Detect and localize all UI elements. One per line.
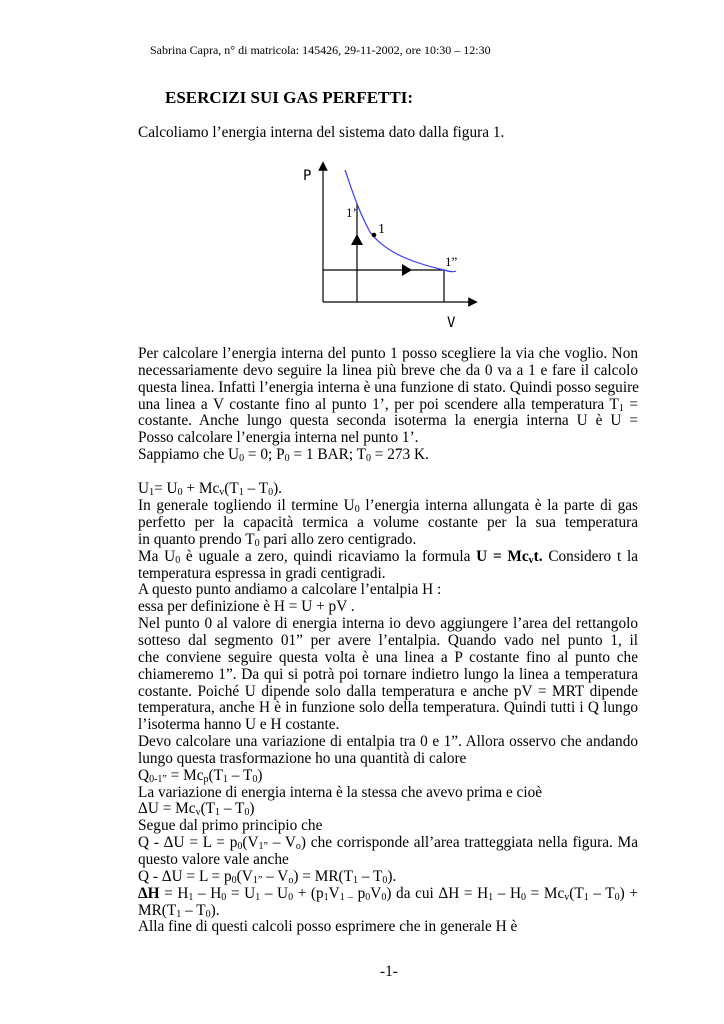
document-title: ESERCIZI SUI GAS PERFETTI:: [165, 88, 413, 107]
text-segment: – U: [260, 885, 289, 902]
text-segment: Q: [138, 766, 150, 784]
text-segment: 0-1”: [149, 773, 167, 785]
text-segment: 0: [205, 908, 211, 920]
text-segment: 1: [352, 874, 358, 886]
text-segment: + (p: [293, 885, 324, 902]
text-segment: costante. Poiché U dipende solo dalla temperatura e anche pV = MRT dipende: [138, 683, 638, 700]
text-segment: v: [219, 487, 225, 499]
text-segment: ) che corrisponde all’area tratteggiata nella figura. Ma: [300, 835, 638, 852]
text-segment: 0: [254, 537, 260, 549]
text-segment: 1 –: [339, 891, 354, 903]
text-segment: + Mc: [182, 480, 220, 498]
text-segment: ) da cui ΔH = H: [386, 885, 489, 902]
text-segment: ): [257, 766, 263, 784]
text-segment: Posso calcolare l’energia interna nel punto 1’.: [138, 429, 419, 447]
text-line: [138, 549, 638, 566]
text-segment: 0: [365, 453, 371, 465]
text-segment: = 1 BAR; T: [289, 446, 366, 464]
text-segment: – H: [193, 885, 222, 902]
text-segment: 0: [354, 504, 360, 516]
text-segment: sotteso dal segmento 01” per avere l’entalpia. Quando vado nel punto 1, il: [138, 633, 638, 649]
label-1-second: 1”: [445, 254, 458, 269]
text-segment: 1: [488, 891, 494, 903]
text-line: [138, 380, 638, 397]
text-segment: ΔH: [138, 885, 160, 902]
text-segment: temperatura, anche H è in funzione solo della temperatura. Quindi tutti i Q lungo: [138, 700, 638, 717]
text-segment: 1: [149, 487, 155, 499]
text-segment: Segue dal primo principio che: [138, 817, 323, 835]
text-segment: l’energia interna allungata è la parte di gas: [359, 498, 638, 515]
text-segment: = 0; P: [244, 446, 285, 464]
label-1: 1: [378, 222, 385, 237]
text-segment: 0: [382, 874, 388, 886]
text-segment: (V: [242, 835, 259, 852]
text-line: [138, 430, 638, 447]
text-segment: v: [564, 891, 570, 903]
text-segment: 0: [239, 453, 245, 465]
text-line: [138, 397, 638, 414]
text-line: [138, 650, 638, 667]
text-segment: (V: [236, 867, 253, 885]
text-segment: chiameremo 1”. Da qui si potrà poi tornare indietro lungo la linea a temperatura: [138, 666, 638, 683]
text-segment: costante. Anche lungo questa seconda isoterma la energia interna U è U =: [138, 413, 638, 430]
text-segment: 1: [188, 891, 194, 903]
text-segment: ).: [387, 867, 397, 885]
text-segment: = U: [226, 885, 256, 902]
text-line: [138, 835, 638, 852]
text-segment: 0: [365, 891, 371, 903]
text-line: [138, 599, 638, 616]
text-segment: 0: [175, 554, 181, 566]
text-segment: 1: [255, 891, 261, 903]
text-line: [138, 734, 638, 751]
text-segment: perfetto per la capacità termica a volume costante per la sua temperatura: [138, 515, 638, 532]
text-segment: necessariamente devo seguire la linea più breve che da 0 va a 1 e fare il calcolo: [138, 362, 638, 379]
text-segment: – T: [227, 766, 253, 784]
text-line: [138, 869, 638, 886]
text-line: [138, 498, 638, 515]
text-segment: 0: [268, 487, 274, 499]
text-segment: l’isoterma hanno U e H costante.: [138, 716, 340, 734]
text-segment: temperatura espressa in gradi centigradi.: [138, 564, 386, 582]
text-segment: 1”: [258, 841, 268, 852]
text-segment: Ma U: [138, 548, 176, 565]
text-segment: o: [295, 841, 301, 852]
text-segment: = 273 K.: [370, 446, 429, 464]
text-segment: 0: [252, 773, 258, 785]
text-line: [138, 700, 638, 717]
text-segment: Alla fine di questi calcoli posso esprimere che in generale H è: [138, 918, 518, 936]
text-segment: 0: [244, 807, 250, 819]
text-segment: v: [195, 807, 201, 819]
text-segment: = Mc: [526, 885, 565, 902]
text-segment: (T: [224, 480, 239, 498]
text-line: [138, 886, 638, 903]
text-segment: La variazione di energia interna è la stessa che avevo prima e cioè: [138, 783, 543, 801]
text-segment: – V: [262, 867, 289, 885]
text-line: [138, 667, 638, 684]
text-line: [138, 768, 638, 785]
text-segment: ).: [210, 901, 220, 919]
text-line: [138, 801, 638, 818]
text-segment: 0: [237, 841, 243, 852]
text-segment: 1: [222, 773, 228, 785]
text-segment: che conviene seguire questa volta è una linea a P costante fino al punto che: [138, 649, 638, 666]
text-segment: una linea a V costante fino al punto 1’, per poi scendere alla temperatura T: [138, 396, 619, 413]
text-segment: questa linea. Infatti l’energia interna è una funzione di stato. Quindi posso seguire: [138, 378, 639, 396]
text-segment: 0: [177, 487, 183, 499]
text-segment: 1: [238, 487, 244, 499]
text-segment: A questo punto andiamo a calcolare l’entalpia H :: [138, 581, 442, 599]
text-segment: Considero t la: [542, 548, 638, 565]
text-line: [138, 633, 638, 650]
text-segment: 1: [176, 908, 182, 920]
text-segment: In generale togliendo il termine U: [138, 498, 355, 515]
text-segment: in quanto prendo T: [138, 530, 255, 548]
axis-label-v: V: [447, 315, 456, 331]
text-line: [138, 582, 638, 599]
text-segment: V: [328, 885, 340, 902]
text-segment: – T: [243, 480, 269, 498]
text-line: [138, 919, 638, 936]
text-segment: 0: [614, 891, 620, 903]
text-line: [138, 785, 638, 802]
text-segment: è uguale a zero, quindi ricaviamo la formula: [180, 548, 477, 565]
text-line: [138, 566, 638, 583]
intro-paragraph: Calcoliamo l’energia interna del sistema dato dalla figura 1.: [138, 124, 505, 141]
label-1-prime: 1’: [346, 205, 357, 220]
text-segment: ): [249, 800, 255, 818]
text-segment: – T: [357, 867, 383, 885]
axis-label-p: P: [303, 168, 312, 184]
text-line: [138, 447, 638, 464]
text-segment: t.: [533, 548, 543, 565]
text-segment: (T: [569, 885, 584, 902]
text-segment: ΔU = Mc: [138, 800, 196, 818]
point-1-dot: [372, 233, 377, 238]
text-segment: 0: [288, 891, 294, 903]
text-segment: 0: [231, 874, 237, 886]
text-segment: ).: [273, 480, 282, 498]
text-segment: 0: [221, 891, 227, 903]
text-segment: U: [138, 480, 150, 498]
text-segment: Q - ΔU = L = p: [138, 835, 238, 852]
text-segment: ) +: [619, 885, 638, 902]
body-text: [138, 346, 638, 936]
text-segment: =: [623, 396, 638, 413]
text-segment: Devo calcolare una variazione di entalpia tra 0 e 1”. Allora osservo che andando: [138, 734, 638, 751]
text-line: [138, 363, 638, 380]
text-line: [138, 751, 638, 768]
text-segment: Sappiamo che U: [138, 446, 240, 464]
pv-diagram-figure: [0, 0, 724, 340]
text-segment: (T: [200, 800, 216, 818]
text-segment: 0: [381, 891, 387, 903]
text-segment: – H: [493, 885, 522, 902]
text-segment: pari allo zero centigrado.: [259, 530, 417, 548]
text-segment: 1: [583, 891, 589, 903]
text-segment: 0: [521, 891, 527, 903]
text-segment: p: [353, 885, 366, 902]
page-number: -1-: [380, 963, 398, 980]
text-line: [138, 413, 638, 430]
text-segment: lungo questa trasformazione ho una quantità di calore: [138, 749, 467, 767]
text-segment: o: [288, 874, 294, 886]
text-segment: = H: [159, 885, 189, 902]
text-line: [138, 532, 638, 549]
text-segment: – T: [588, 885, 615, 902]
text-segment: ) = MR(T: [293, 867, 353, 885]
text-segment: (T: [208, 766, 223, 784]
text-segment: Per calcolare l’energia interna del punto 1 posso scegliere la via che voglio. Non: [138, 346, 638, 362]
text-segment: Q - ΔU = L = p: [138, 867, 232, 885]
text-line: [138, 515, 638, 532]
text-line: [138, 616, 638, 633]
text-line: [138, 852, 638, 869]
page-header: Sabrina Capra, n° di matricola: 145426, 29-11-2002, ore 10:30 – 12:30: [150, 43, 491, 57]
text-segment: Nel punto 0 al valore di energia interna io devo aggiungere l’area del rettangolo: [138, 616, 638, 633]
text-line: [138, 717, 638, 734]
text-segment: – T: [181, 901, 206, 919]
text-segment: questo valore vale anche: [138, 850, 289, 868]
right-arrow: [402, 264, 412, 276]
text-segment: = U: [154, 480, 178, 498]
text-line: [138, 346, 638, 363]
text-line: [138, 818, 638, 835]
text-segment: p: [203, 773, 209, 785]
text-segment: V: [370, 885, 382, 902]
text-segment: MR(T: [138, 901, 177, 919]
text-segment: essa per definizione è H = U + pV .: [138, 598, 355, 616]
text-segment: U = Mc: [476, 548, 529, 565]
text-line: [138, 464, 638, 482]
text-line: [138, 903, 638, 920]
text-segment: = Mc: [166, 766, 204, 784]
text-segment: 1: [618, 402, 624, 414]
text-line: [138, 684, 638, 701]
text-segment: – V: [267, 835, 296, 852]
text-line: [138, 481, 638, 498]
up-arrow: [351, 234, 363, 245]
isotherm-curve: [345, 170, 456, 272]
text-segment: 1: [215, 807, 221, 819]
text-segment: 1: [323, 891, 329, 903]
text-segment: – T: [220, 800, 245, 818]
text-segment: 0: [284, 453, 290, 465]
text-segment: v: [528, 554, 534, 566]
text-segment: 1”: [252, 874, 263, 886]
